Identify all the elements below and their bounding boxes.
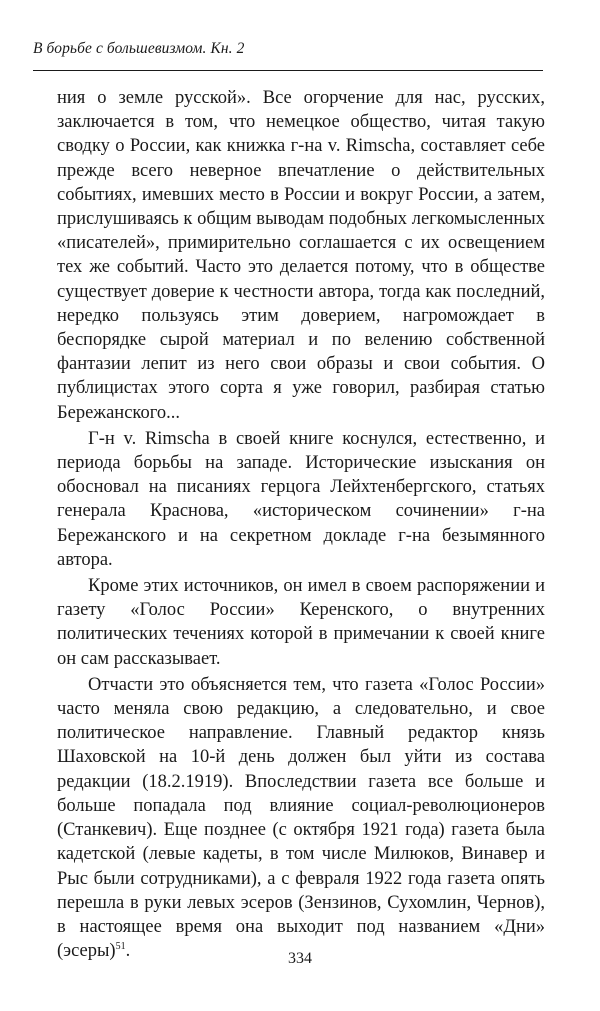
paragraph-4-end: .: [125, 941, 131, 962]
footnote-ref[interactable]: 51: [115, 940, 126, 952]
header-rule: [33, 70, 543, 71]
body-text: [57, 86, 545, 963]
running-header: В борьбе с большевизмом. Кн. 2: [33, 40, 245, 57]
paragraph-4-text: Отчасти это объясняется тем, что газета «Голос России» часто меняла свою редакцию, а следовательно, и свое политическое направление. Главный редактор князь Шаховской на 10-й день должен был уйти из состава редакции (18.2.1919). Впоследствии газета все больше и больше попадала под влияние социал-революционеров (Станкевич). Еще позднее (с октября 1921 года) газета была кадетской (левые кадеты, в том числе Милюков, Винавер и Рыс были сотрудниками), а с февраля 1922 года газета опять перешла в руки левых эсеров (Зензинов, Сухомлин, Чернов), в настоящее время она выходит под названием «Дни» (эсеры): [57, 674, 545, 962]
page-number: 334: [288, 950, 312, 967]
paragraph-4: [57, 673, 545, 963]
paragraph-3: Кроме этих источников, он имел в своем распоряжении и газету «Голос России» Керенского, о внутренних политических течениях которой в примечании к своей книге он сам рассказывает.: [57, 576, 545, 669]
paragraph-2: Г-н v. Rimscha в своей книге коснулся, естественно, и периода борьбы на западе. Исторические изыскания он обосновал на писаниях герцога Лейхтенбергского, статьях генерала Краснова, «историческом сочинении» г-на Бережанского и на секретном докладе г-на безымянного автора.: [57, 428, 545, 570]
paragraph-1: ния о земле русской». Все огорчение для нас, русских, заключается в том, что немецкое общество, читая такую сводку о России, как книжка г-на v. Rimscha, составляет себе прежде всего неверное впечатление о действительных событиях, имевших место в России и вокруг России, а затем, прислушиваясь к общим выводам подобных легкомысленных «писателей», примирительно соглашается с их освещением тех же событий. Часто это делается потому, что в обществе существует доверие к честности автора, тогда как последний, нередко пользуясь этим доверием, нагромождает в беспорядке сырой материал и по велению собственной фантазии лепит из него свои образы и свои события. О публицистах этого сорта я уже говорил, разбирая статью Бережанского...: [57, 88, 545, 423]
